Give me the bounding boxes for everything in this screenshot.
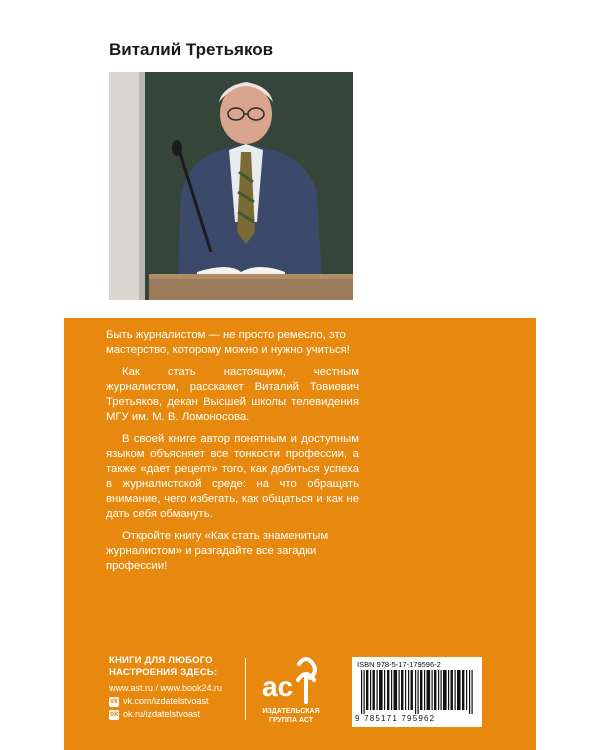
promo-heading-line-2: НАСТРОЕНИЯ ЗДЕСЬ: <box>109 667 218 678</box>
promo-sites[interactable] <box>109 682 222 695</box>
promo-vk[interactable] <box>109 695 222 708</box>
author-photo <box>109 72 353 300</box>
promo-sites-text[interactable]: www.ast.ru / www.book24.ru <box>109 683 223 693</box>
promo-vk-text[interactable]: vk.com/izdatelstvoast <box>123 696 209 706</box>
barcode <box>357 670 477 714</box>
barcode-digits: 9 785171 795962 <box>355 714 436 723</box>
isbn-label: ISBN 978-5-17-179596-2 <box>357 660 441 669</box>
ok-icon: ok <box>109 710 119 718</box>
vk-icon: vk <box>110 697 118 705</box>
promo-ok-text[interactable]: ok.ru/izdatelstvoast <box>123 709 201 719</box>
publisher-promo <box>109 655 222 721</box>
description-paragraph-4: Откройте книгу «Как стать знаменитым журналистом» и разгадайте все загадки профессии! <box>106 530 329 572</box>
author-name: Виталий Третьяков <box>109 40 274 59</box>
isbn-barcode-box <box>352 657 482 727</box>
promo-divider <box>245 658 246 720</box>
publisher-logo <box>258 656 328 708</box>
description-paragraph-1: Быть журналистом — не просто ремесло, это мастерство, которому можно и нужно учиться! <box>106 329 350 356</box>
book-description <box>106 328 359 581</box>
promo-heading-line-1: КНИГИ ДЛЯ ЛЮБОГО <box>109 655 213 666</box>
description-paragraph-3: В своей книге автор понятным и доступным языком объясняет все тонкости профессии, а также «дает рецепт» того, как добиться успеха в журналистской среде: на что обращать внимание, чего избегать, как общаться и как не дать себя обмануть. <box>106 433 359 520</box>
description-paragraph-2: Как стать настоящим, честным журналистом, расскажет Виталий Товиевич Третьяков, декан Высшей школы телевидения МГУ им. М. В. Ломоносова. <box>106 366 359 423</box>
publisher-caption-line-1: ИЗДАТЕЛЬСКАЯ <box>262 708 320 715</box>
publisher-caption-line-2: ГРУППА АСТ <box>269 717 313 724</box>
publisher-caption <box>256 707 326 725</box>
publisher-logo-text: ac <box>262 671 294 702</box>
promo-ok[interactable] <box>109 708 222 721</box>
